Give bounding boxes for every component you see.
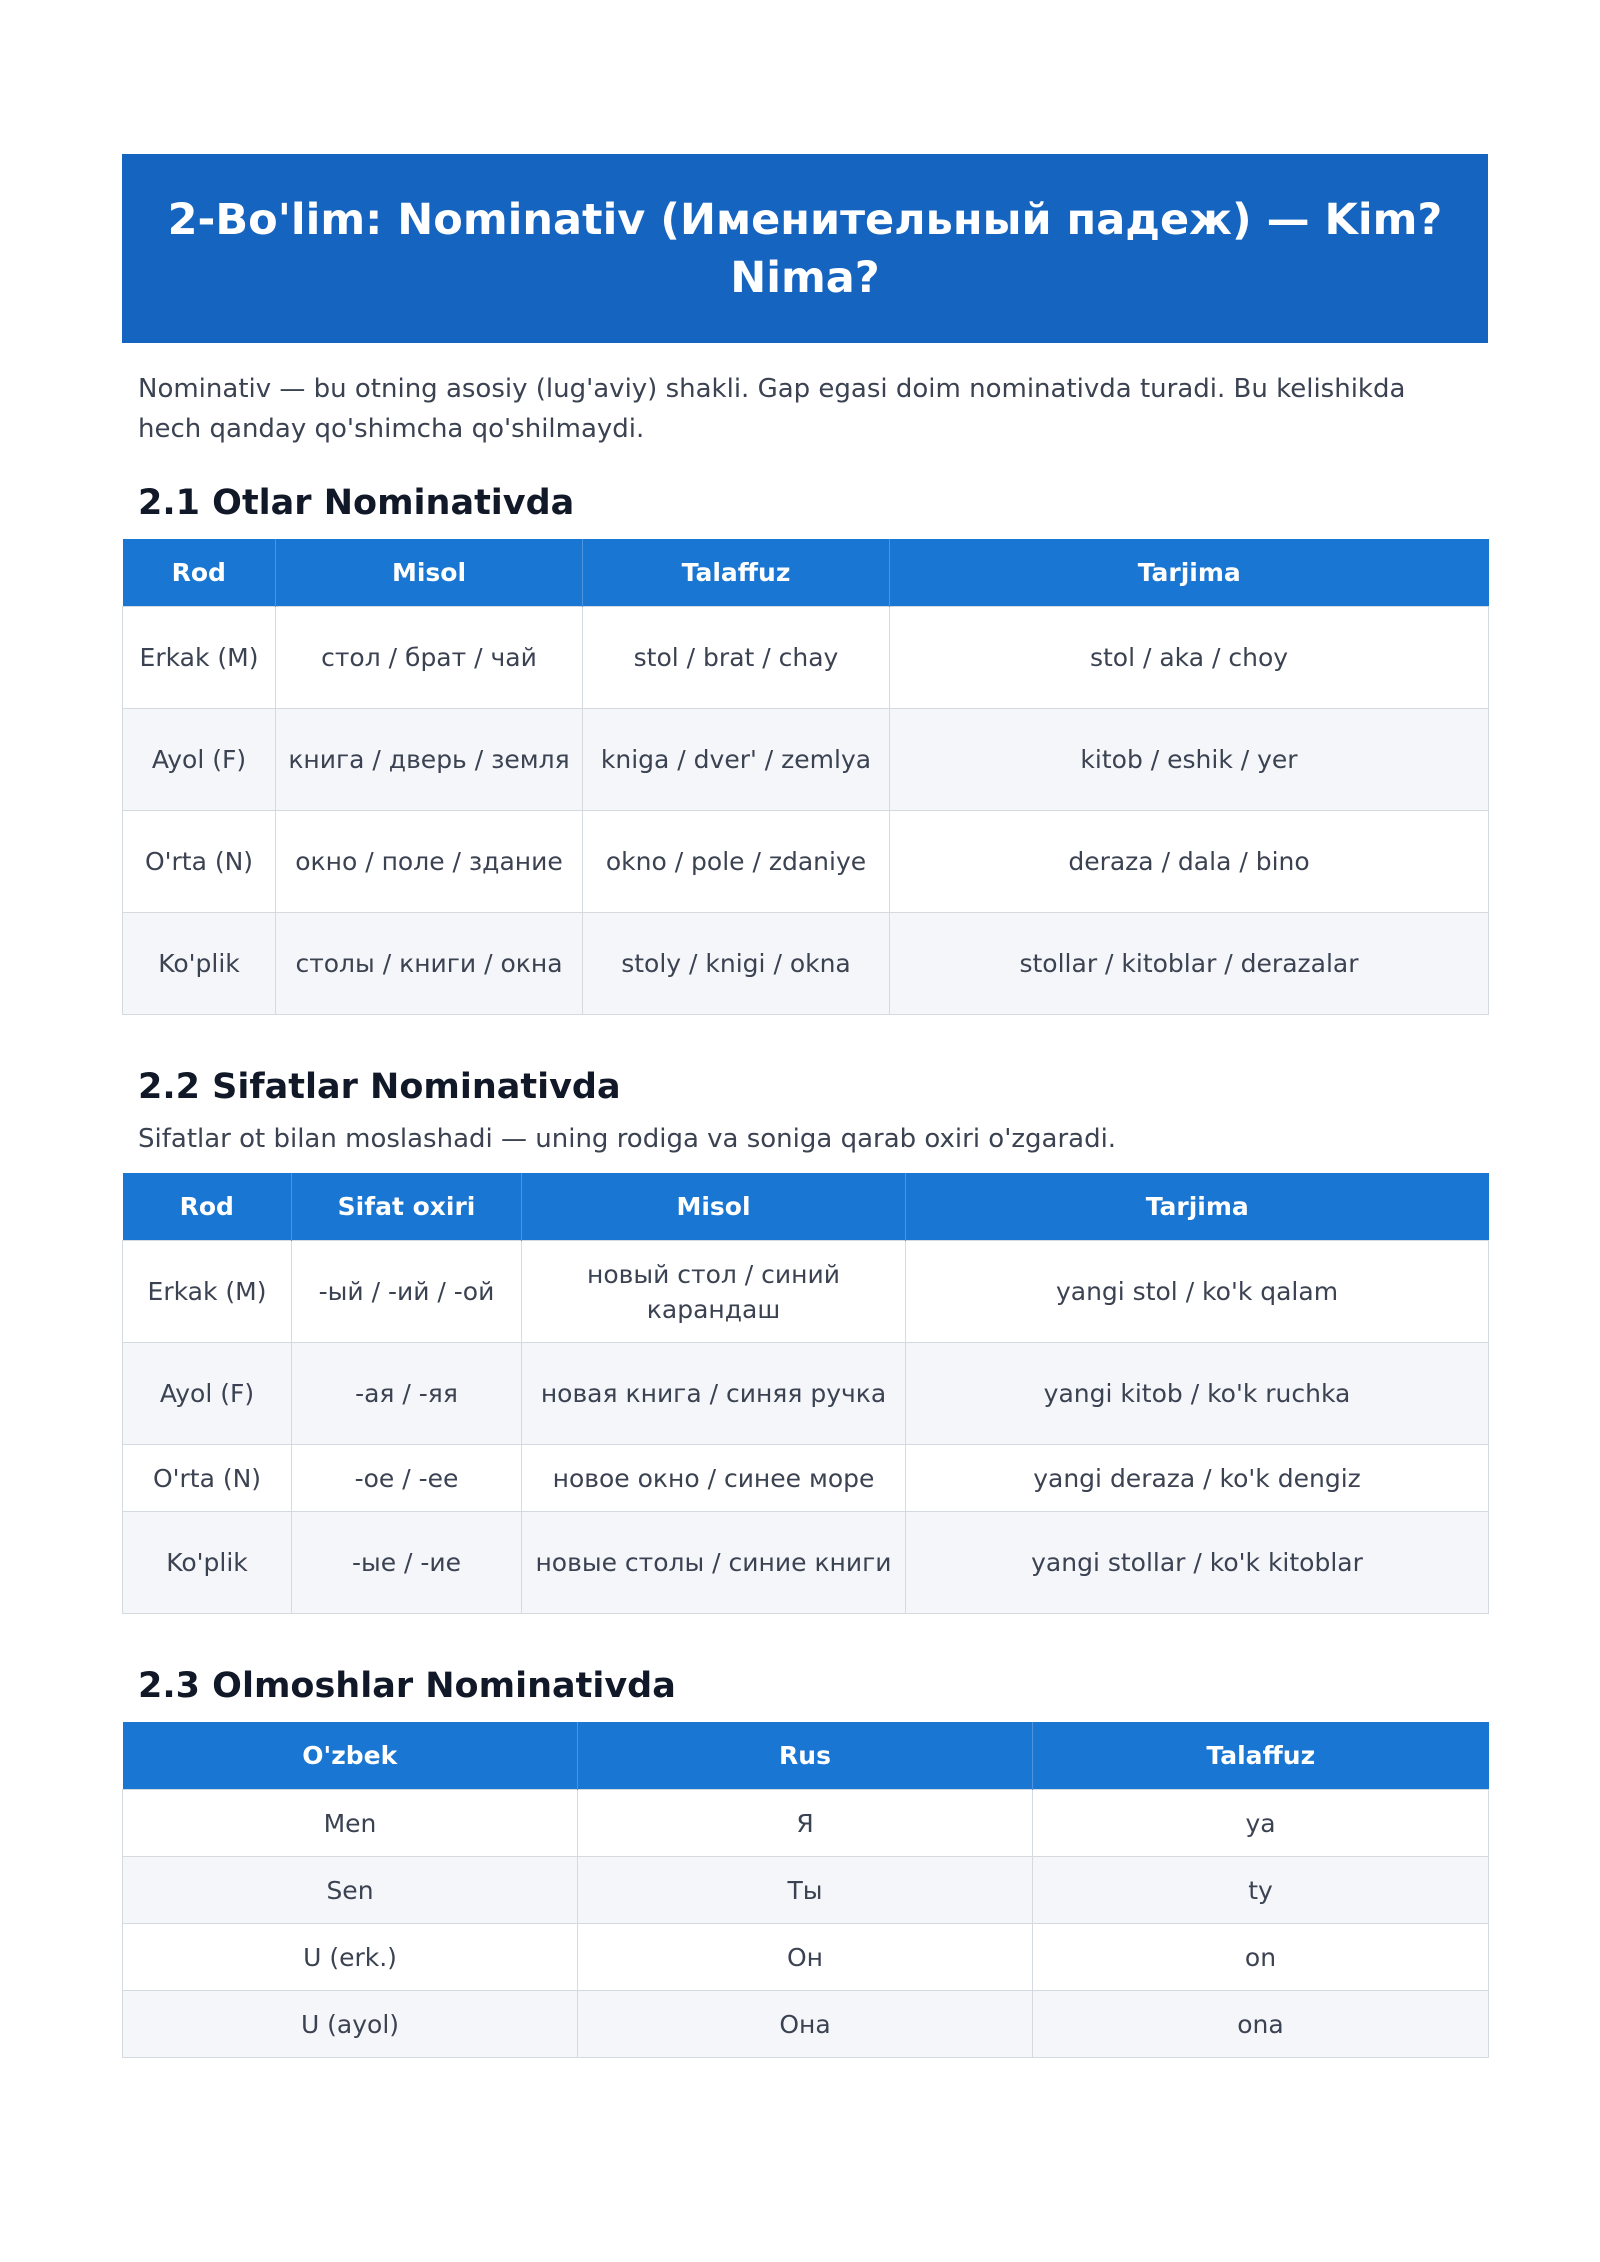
nouns-table — [122, 539, 1489, 1015]
column-header: Misol — [522, 1173, 906, 1241]
table-cell: стол / брат / чай — [276, 607, 583, 709]
table-row — [123, 1991, 1489, 2058]
column-header: Rod — [123, 539, 276, 607]
table-cell: -ые / -ие — [292, 1512, 522, 1614]
table-cell: U (ayol) — [123, 1991, 578, 2058]
table-row — [123, 1790, 1489, 1857]
table-header-row — [123, 1173, 1489, 1241]
table-cell: новое окно / синее море — [522, 1445, 906, 1512]
column-header: Rus — [578, 1722, 1033, 1790]
column-header: Misol — [276, 539, 583, 607]
table-header-row — [123, 1722, 1489, 1790]
section-heading-nouns: 2.1 Otlar Nominativda — [138, 483, 575, 523]
column-header: O'zbek — [123, 1722, 578, 1790]
table-row — [123, 607, 1489, 709]
table-cell: новая книга / синяя ручка — [522, 1343, 906, 1445]
table-cell: yangi kitob / ko'k ruchka — [906, 1343, 1489, 1445]
table-cell: stollar / kitoblar / derazalar — [890, 913, 1489, 1015]
table-cell: Erkak (M) — [123, 1241, 292, 1343]
table-cell: O'rta (N) — [123, 1445, 292, 1512]
table-row — [123, 1857, 1489, 1924]
table-cell: deraza / dala / bino — [890, 811, 1489, 913]
column-header: Talaffuz — [583, 539, 890, 607]
section-heading-pronouns: 2.3 Olmoshlar Nominativda — [138, 1666, 676, 1706]
table-row — [123, 1512, 1489, 1614]
table-cell: -ый / -ий / -ой — [292, 1241, 522, 1343]
table-cell: yangi stollar / ko'k kitoblar — [906, 1512, 1489, 1614]
page-title: 2-Bo'lim: Nominativ (Именительный падеж) — Kim? Nima? — [167, 194, 1443, 303]
table-cell: on — [1033, 1924, 1489, 1991]
table-cell: новые столы / синие книги — [522, 1512, 906, 1614]
table-cell: Men — [123, 1790, 578, 1857]
document-page — [122, 0, 1488, 2058]
column-header: Tarjima — [906, 1173, 1489, 1241]
table-row — [123, 1445, 1489, 1512]
table-cell: ona — [1033, 1991, 1489, 2058]
table-row — [123, 709, 1489, 811]
table-cell: Ko'plik — [123, 1512, 292, 1614]
table-cell: Ты — [578, 1857, 1033, 1924]
table-cell: kniga / dver' / zemlya — [583, 709, 890, 811]
table-cell: Erkak (M) — [123, 607, 276, 709]
table-cell: yangi deraza / ko'k dengiz — [906, 1445, 1489, 1512]
adjectives-table — [122, 1173, 1489, 1614]
table-cell: ty — [1033, 1857, 1489, 1924]
table-cell: Ko'plik — [123, 913, 276, 1015]
table-row — [123, 811, 1489, 913]
table-cell: O'rta (N) — [123, 811, 276, 913]
column-header: Sifat oxiri — [292, 1173, 522, 1241]
table-cell: -ая / -яя — [292, 1343, 522, 1445]
intro-paragraph: Nominativ — bu otning asosiy (lug'aviy) shakli. Gap egasi doim nominativda turadi. Bu kelishikda hech qanday qo'shimcha qo'shilmaydi. — [138, 374, 1406, 444]
table-cell: Она — [578, 1991, 1033, 2058]
table-row — [123, 1924, 1489, 1991]
title-banner — [122, 154, 1488, 343]
section-description: Sifatlar ot bilan moslashadi — uning rodiga va soniga qarab oxiri o'zgaradi. — [138, 1124, 1117, 1154]
section-heading-adjectives: 2.2 Sifatlar Nominativda — [138, 1067, 621, 1107]
pronouns-table — [122, 1722, 1489, 2058]
table-cell: Ayol (F) — [123, 709, 276, 811]
table-cell: yangi stol / ko'k qalam — [906, 1241, 1489, 1343]
table-cell: -ое / -ее — [292, 1445, 522, 1512]
column-header: Rod — [123, 1173, 292, 1241]
table-cell: Sen — [123, 1857, 578, 1924]
table-row — [123, 1241, 1489, 1343]
table-cell: okno / pole / zdaniye — [583, 811, 890, 913]
table-row — [123, 1343, 1489, 1445]
table-cell: столы / книги / окна — [276, 913, 583, 1015]
table-cell: stol / brat / chay — [583, 607, 890, 709]
table-cell: Он — [578, 1924, 1033, 1991]
table-cell: U (erk.) — [123, 1924, 578, 1991]
column-header: Talaffuz — [1033, 1722, 1489, 1790]
table-cell: Я — [578, 1790, 1033, 1857]
table-header-row — [123, 539, 1489, 607]
table-cell: Ayol (F) — [123, 1343, 292, 1445]
table-cell: новый стол / синий карандаш — [522, 1241, 906, 1343]
table-cell: окно / поле / здание — [276, 811, 583, 913]
column-header: Tarjima — [890, 539, 1489, 607]
table-cell: ya — [1033, 1790, 1489, 1857]
table-cell: stol / aka / choy — [890, 607, 1489, 709]
table-cell: kitob / eshik / yer — [890, 709, 1489, 811]
table-cell: stoly / knigi / okna — [583, 913, 890, 1015]
table-row — [123, 913, 1489, 1015]
table-cell: книга / дверь / земля — [276, 709, 583, 811]
